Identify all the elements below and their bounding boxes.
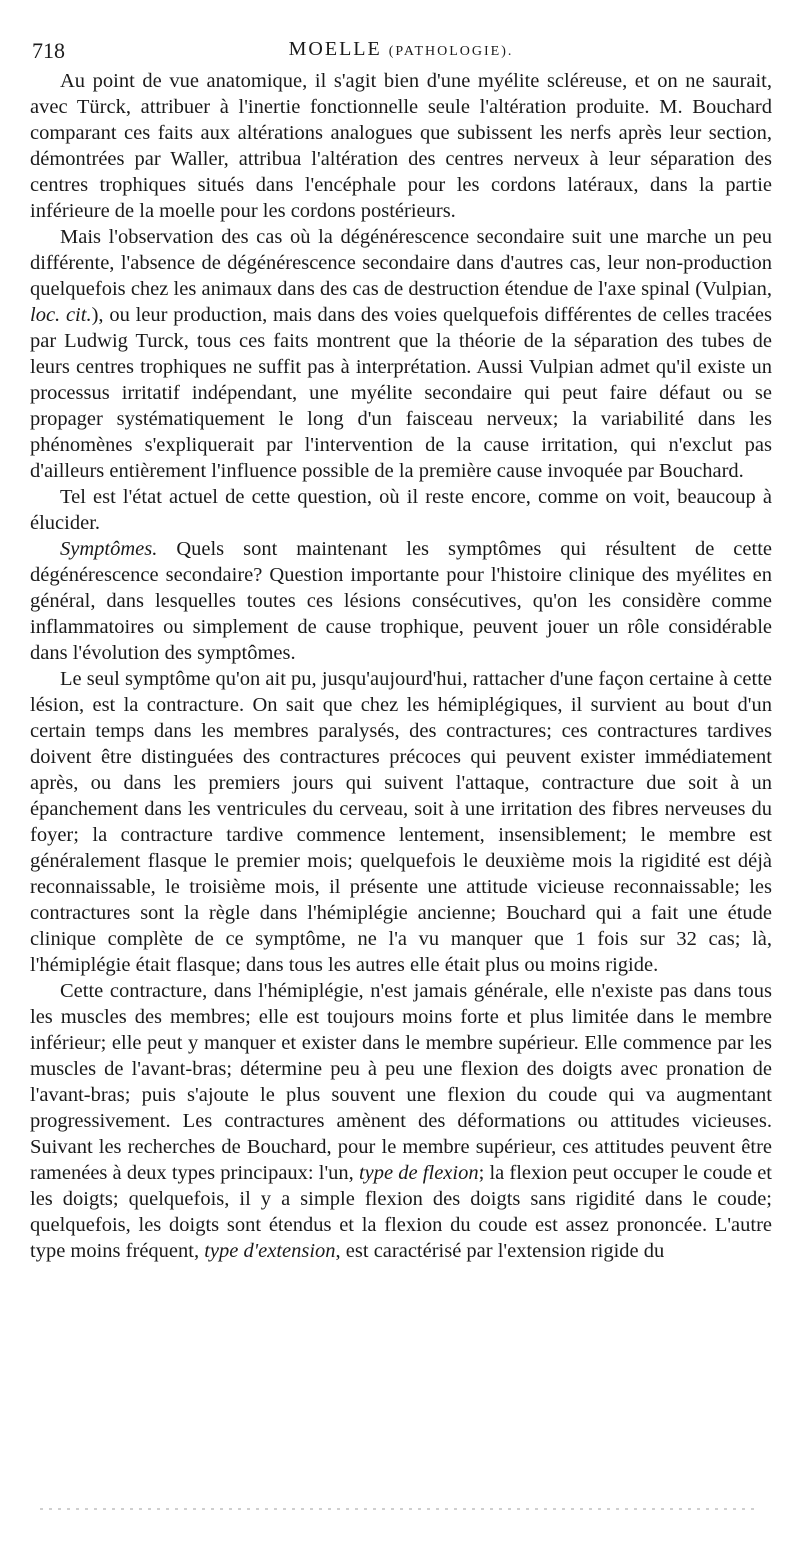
paragraph-2: Mais l'observation des cas où la dégénérescence secondaire suit une marche un peu différente, l'absence de dégénérescence secondaire dans d'autres cas, leur non-production quelquefois chez les animaux dans des cas de destruction étendue de l'axe spinal (Vulpian, loc. cit.), ou leur production, mais dans des voies quelquefois différentes de celles tracées par Ludwig Turck, tous ces faits montrent que la théorie de la séparation des tubes de leurs centres trophiques ne suffit pas à interprétation. Aussi Vulpian admet qu'il existe un processus irritatif indépendant, une myélite secondaire qui peut faire défaut ou se propager systématiquement le long d'un faisceau nerveux; la variabilité dans les phénomènes s'expliquerait par l'intervention de la cause irritation, qui n'exclut pas d'ailleurs entièrement l'influence possible de la première cause invoquée par Bouchard.	[30, 226, 772, 482]
running-title-sub: (PATHOLOGIE).	[388, 44, 514, 59]
type-flexion: type de flexion	[358, 1162, 479, 1184]
footer-smudge	[40, 1508, 760, 1510]
paragraph-1: Au point de vue anatomique, il s'agit bien d'une myélite scléreuse, et on ne saurait, avec Türck, attribuer à l'inertie fonctionnelle seule l'altération produite. M. Bouchard comparant ces faits aux altérations analogues que subissent les nerfs après leur section, démontrées par Waller, attribua l'altération des centres nerveux à leur séparation des centres trophiques situés dans l'encéphale pour les cordons latéraux, dans la partie inférieure de la moelle pour les cordons postérieurs.	[30, 70, 772, 222]
paragraph-6: Cette contracture, dans l'hémiplégie, n'est jamais générale, elle n'existe pas dans tous les muscles des membres; elle est toujours moins forte et plus limitée dans le membre inférieur; elle peut y manquer et exister dans le membre supérieur. Elle commence par les muscles de l'avant-bras; détermine peu à peu une flexion des doigts avec pronation de l'avant-bras; puis s'ajoute le plus souvent une flexion du coude qui va augmentant progressivement. Les contractures amènent des déformations ou attitudes vicieuses. Suivant les recherches de Bouchard, pour le membre supérieur, ces attitudes peuvent être ramenées à deux types principaux: l'un, type de flexion; la flexion peut occuper le coude et les doigts; quelquefois, il y a simple flexion des doigts sans rigidité dans le coude; quelquefois, les doigts sont étendus et la flexion du coude est assez prononcée. L'autre type moins fréquent, type d'extension, est caractérisé par l'extension rigide du	[30, 980, 772, 1262]
page-number: 718	[32, 38, 65, 63]
paragraph-3: Tel est l'état actuel de cette question, où il reste encore, comme on voit, beaucoup à élucider.	[30, 486, 772, 534]
page-header	[30, 34, 772, 68]
body-text	[30, 68, 772, 1264]
running-title	[30, 38, 772, 61]
type-extension: type d'extension	[204, 1240, 336, 1262]
paragraph-4-symptomes: Symptômes. Quels sont maintenant les symptômes qui résultent de cette dégénérescence secondaire? Question importante pour l'histoire clinique des myélites en général, dans lesquelles toutes ces lésions consécutives, qu'on les considère comme inflammatoires ou simplement de cause trophique, peuvent jouer un rôle considérable dans l'évolution des symptômes.	[30, 538, 772, 664]
paragraph-5: Le seul symptôme qu'on ait pu, jusqu'aujourd'hui, rattacher d'une façon certaine à cette lésion, est la contracture. On sait que chez les hémiplégiques, il survient au bout d'un certain temps dans les membres paralysés, des contractures; ces contractures tardives doivent être distinguées des contractures précoces qui peuvent exister immédiatement après, ou dans les premiers jours qui suivent l'attaque, contracture due soit à un épanchement dans les ventricules du cerveau, soit à une irritation des fibres nerveuses du foyer; la contracture tardive commence lentement, insensiblement; le membre est généralement flasque le premier mois; quelquefois le deuxième mois la rigidité est déjà reconnaissable, le troisième mois, il présente une attitude vicieuse reconnaissable; les contractures sont la règle dans l'hémiplégie ancienne; Bouchard qui a fait une étude clinique complète de ce symptôme, ne l'a vu manquer que 1 fois sur 32 cas; là, l'hémiplégie était flasque; dans tous les autres elle était plus ou moins rigide.	[30, 668, 772, 976]
running-title-main: MOELLE	[288, 38, 382, 60]
loc-cit: loc. cit.	[30, 304, 92, 326]
section-label-symptomes: Symptômes.	[60, 538, 158, 560]
